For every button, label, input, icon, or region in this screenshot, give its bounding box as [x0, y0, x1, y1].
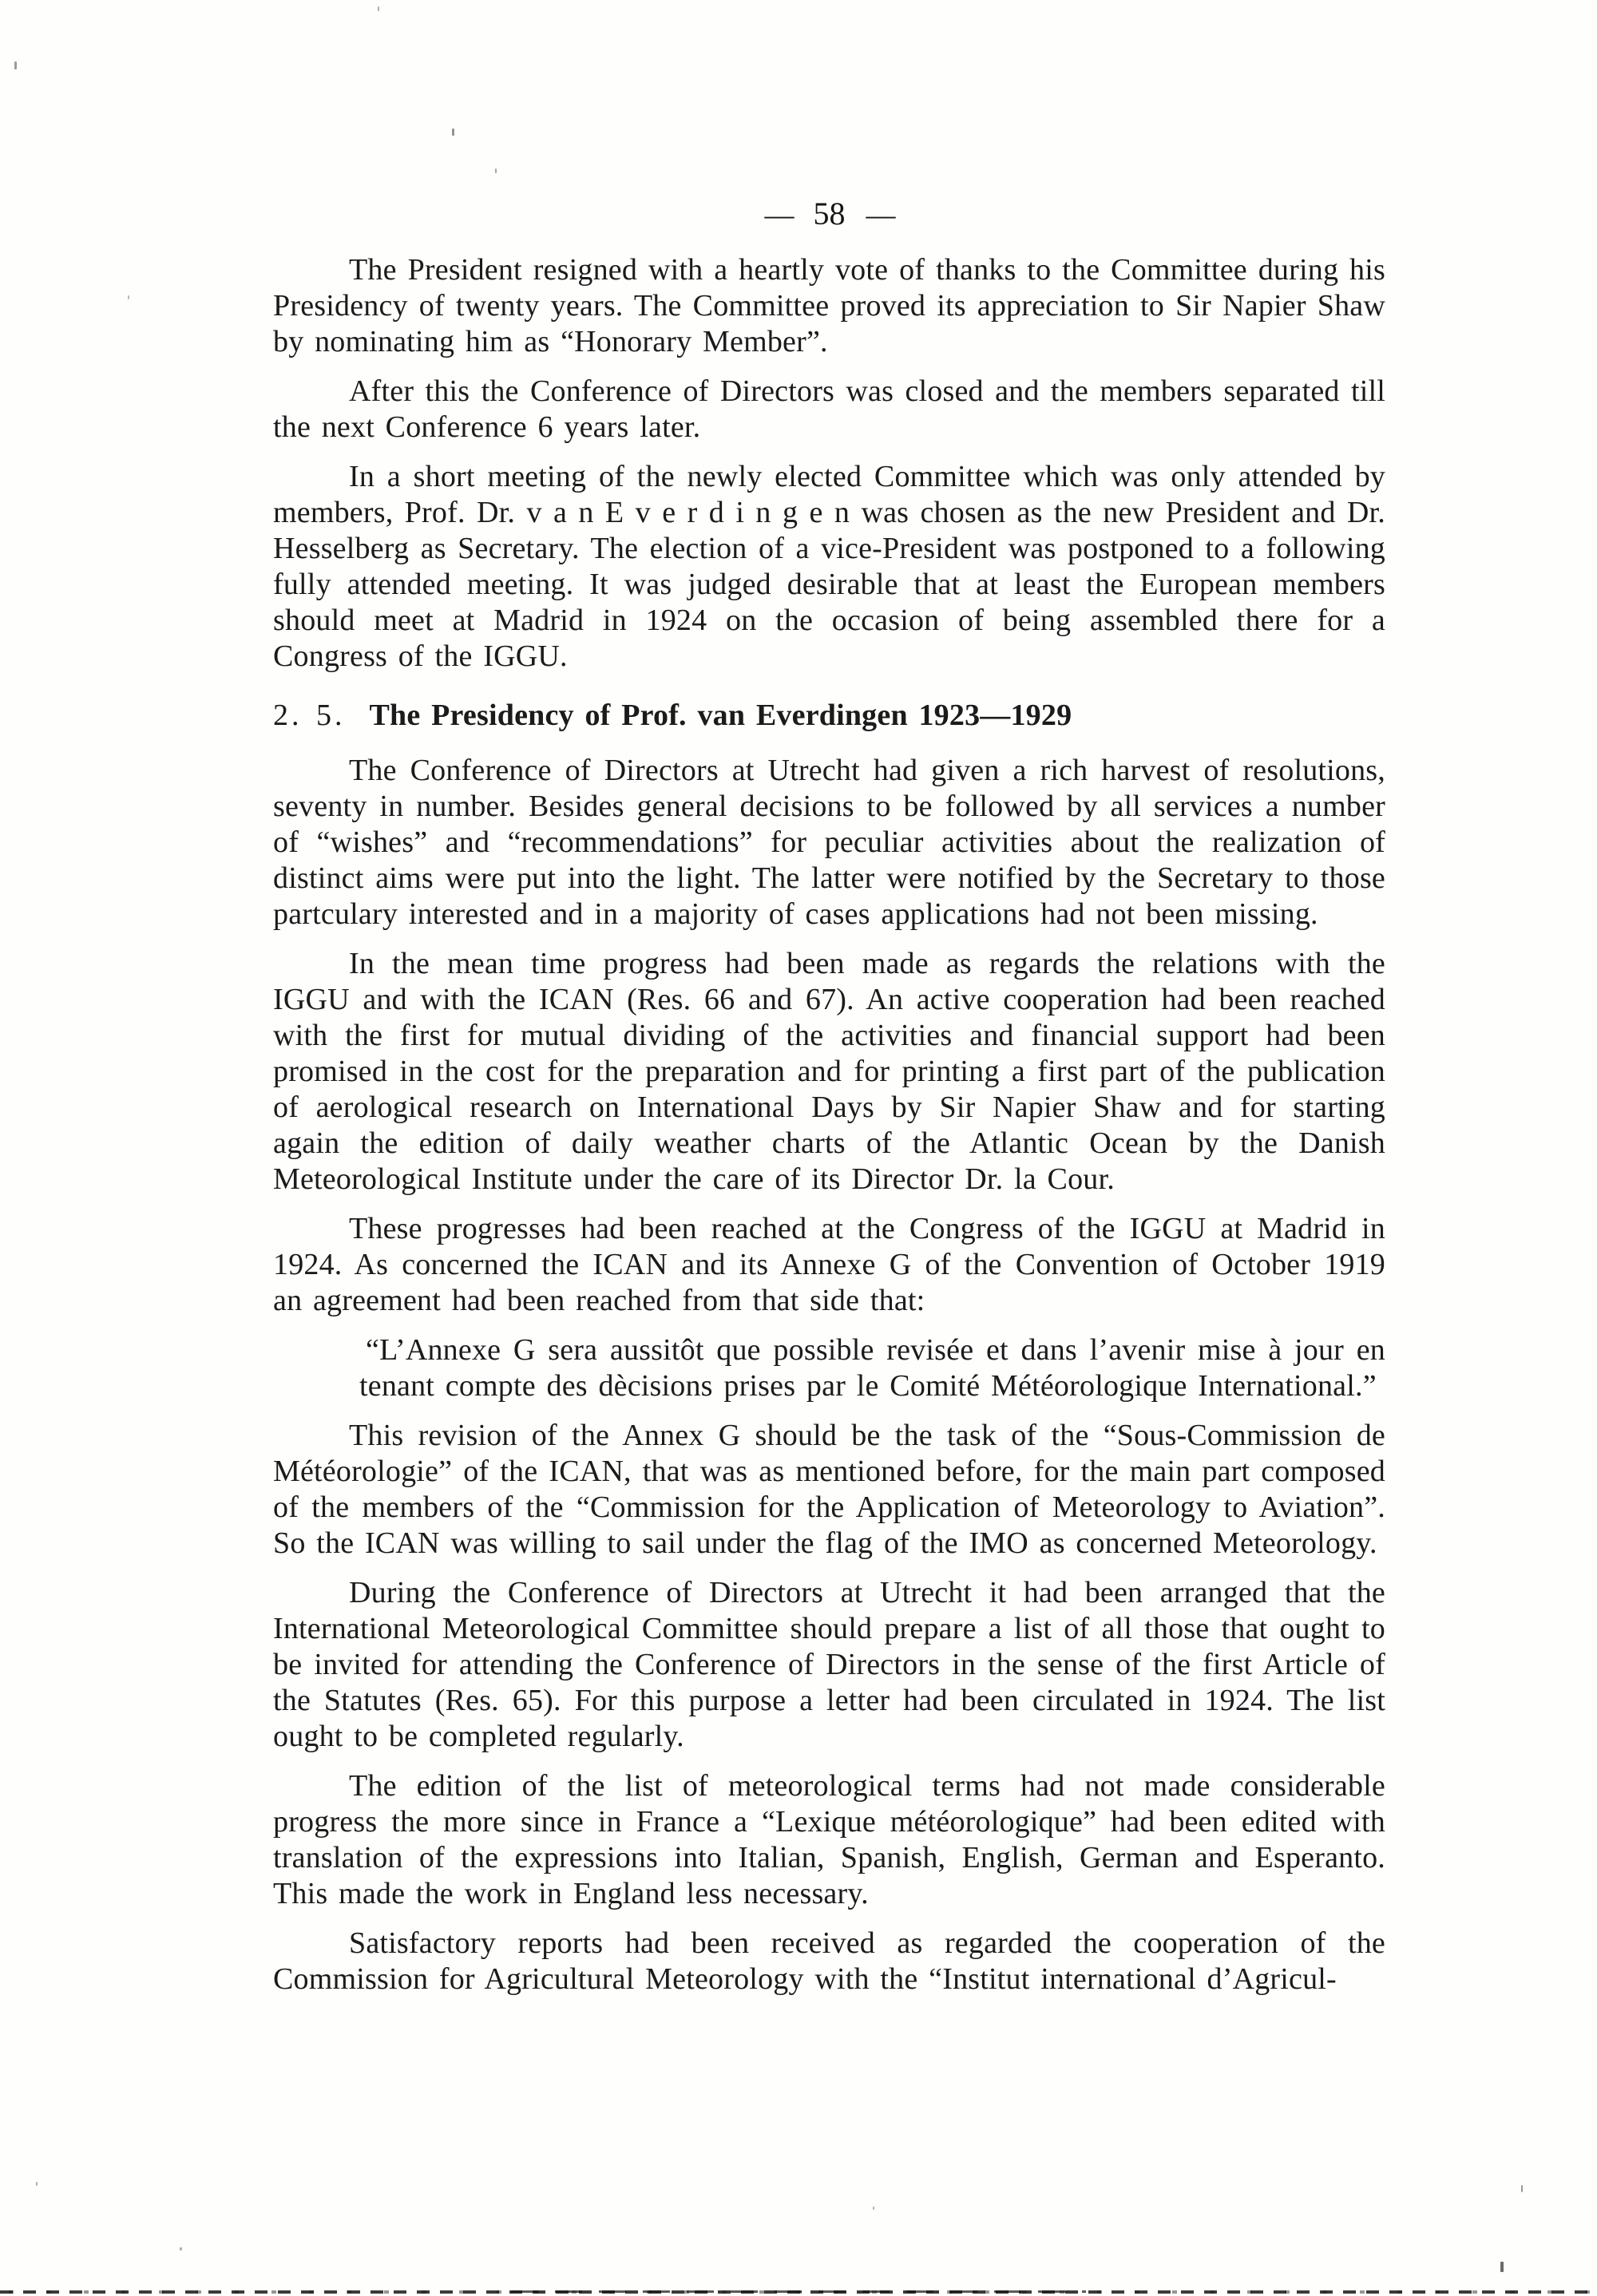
paragraph-new-committee: In a short meeting of the newly elected Committee which was only attended by members, Prof. Dr. v a n E v e r d i n g e n was chosen as the new President and Dr. Hesselberg as Secretary. The election of a vice-President was postponed to a following fully attended meeting. It was judged desirable that at least the European members should meet at Madrid in 1924 on the occasion of being assembled there for a Congress of the IGGU. — [273, 460, 1385, 673]
scan-speck — [128, 295, 129, 299]
paragraph-madrid-congress: These progresses had been reached at the Congress of the IGGU at Madrid in 1924. As concerned the ICAN and its Annexe G of the Convention of October 1919 an agreement had been reached from that side that: — [273, 1212, 1385, 1317]
paragraph-meteorological-terms: The edition of the list of meteorological terms had not made considerable progress the more since in France a “Lexique météorologique” had been edited with translation of the expressions into Italian, Spanish, English, German and Esperanto. This made the work in England less necessary. — [273, 1769, 1385, 1910]
scan-speck — [873, 2207, 874, 2210]
scan-speck — [1500, 2262, 1504, 2272]
page-number-right-dash: — — [866, 199, 894, 232]
paragraph-agricultural-meteorology: Satisfactory reports had been received as regarded the cooperation of the Commission for Agricultural Meteorology with the “Institut international d’Agricul- — [273, 1926, 1385, 1996]
section-heading — [273, 697, 1385, 734]
paragraph-utrecht-resolutions: The Conference of Directors at Utrecht had given a rich harvest of resolutions, seventy in number. Besides general decisions to be followed by all services a number of “wishes” and “recommendations” for peculiar activities about the realization of distinct aims were put into the light. The latter were notified by the Secretary to those partculary interested and in a majority of cases applications had not been missing. — [273, 754, 1385, 931]
scan-speck — [378, 6, 379, 11]
scan-speck — [495, 168, 497, 173]
paragraph-conference-closed: After this the Conference of Directors was closed and the members separated till the next Conference 6 years later. — [273, 374, 1385, 444]
scan-artifact-bottom-edge-dark — [511, 2290, 1086, 2293]
paragraph-president-resigned: The President resigned with a heartly vote of thanks to the Committee during his Presidency of twenty years. The Committee proved its appreciation to Sir Napier Shaw by nominating him as “Honorary Member”. — [273, 253, 1385, 358]
french-quotation-annexe-g: “L’Annexe G sera aussitôt que possible revisée et dans l’avenir mise à jour en tenant compte des dècisions prises par le Comité Météorologique International.” — [359, 1333, 1385, 1403]
page-number — [273, 195, 1385, 232]
scan-speck — [14, 61, 17, 69]
section-heading-number: 2. 5. — [273, 699, 346, 732]
scan-speck — [36, 2182, 38, 2186]
paragraph-annex-g-revision: This revision of the Annex G should be the task of the “Sous-Commission de Météorologie” of the ICAN, that was as mentioned before, for the main part composed of the members of the “Commission for the Application of Meteorology to Aviation”. So the ICAN was willing to sail under the flag of the IMO as concerned Meteorology. — [273, 1419, 1385, 1560]
page-number-left-dash: — — [764, 199, 793, 232]
paragraph-directors-list: During the Conference of Directors at Utrecht it had been arranged that the International Meteorological Committee should prepare a list of all those that ought to be invited for attending the Conference of Directors in the sense of the first Article of the Statutes (Res. 65). For this purpose a letter had been circulated in 1924. The list ought to be completed regularly. — [273, 1576, 1385, 1753]
scan-speck — [180, 2247, 182, 2250]
paragraph-iggu-ican-progress: In the mean time progress had been made as regards the relations with the IGGU and with the ICAN (Res. 66 and 67). An active cooperation had been reached with the first for mutual dividing of the activities and financial support had been promised in the cost for the preparation and for printing a first part of the publication of aerological research on International Days by Sir Napier Shaw and for starting again the edition of daily weather charts of the Atlantic Ocean by the Danish Meteorological Institute under the care of its Director Dr. la Cour. — [273, 947, 1385, 1196]
scan-speck — [452, 129, 454, 136]
page-number-value: 58 — [813, 196, 846, 232]
page-body-text — [273, 252, 1385, 2011]
section-heading-title: The Presidency of Prof. van Everdingen 1923—1929 — [369, 699, 1072, 732]
scan-speck — [1521, 2185, 1523, 2192]
